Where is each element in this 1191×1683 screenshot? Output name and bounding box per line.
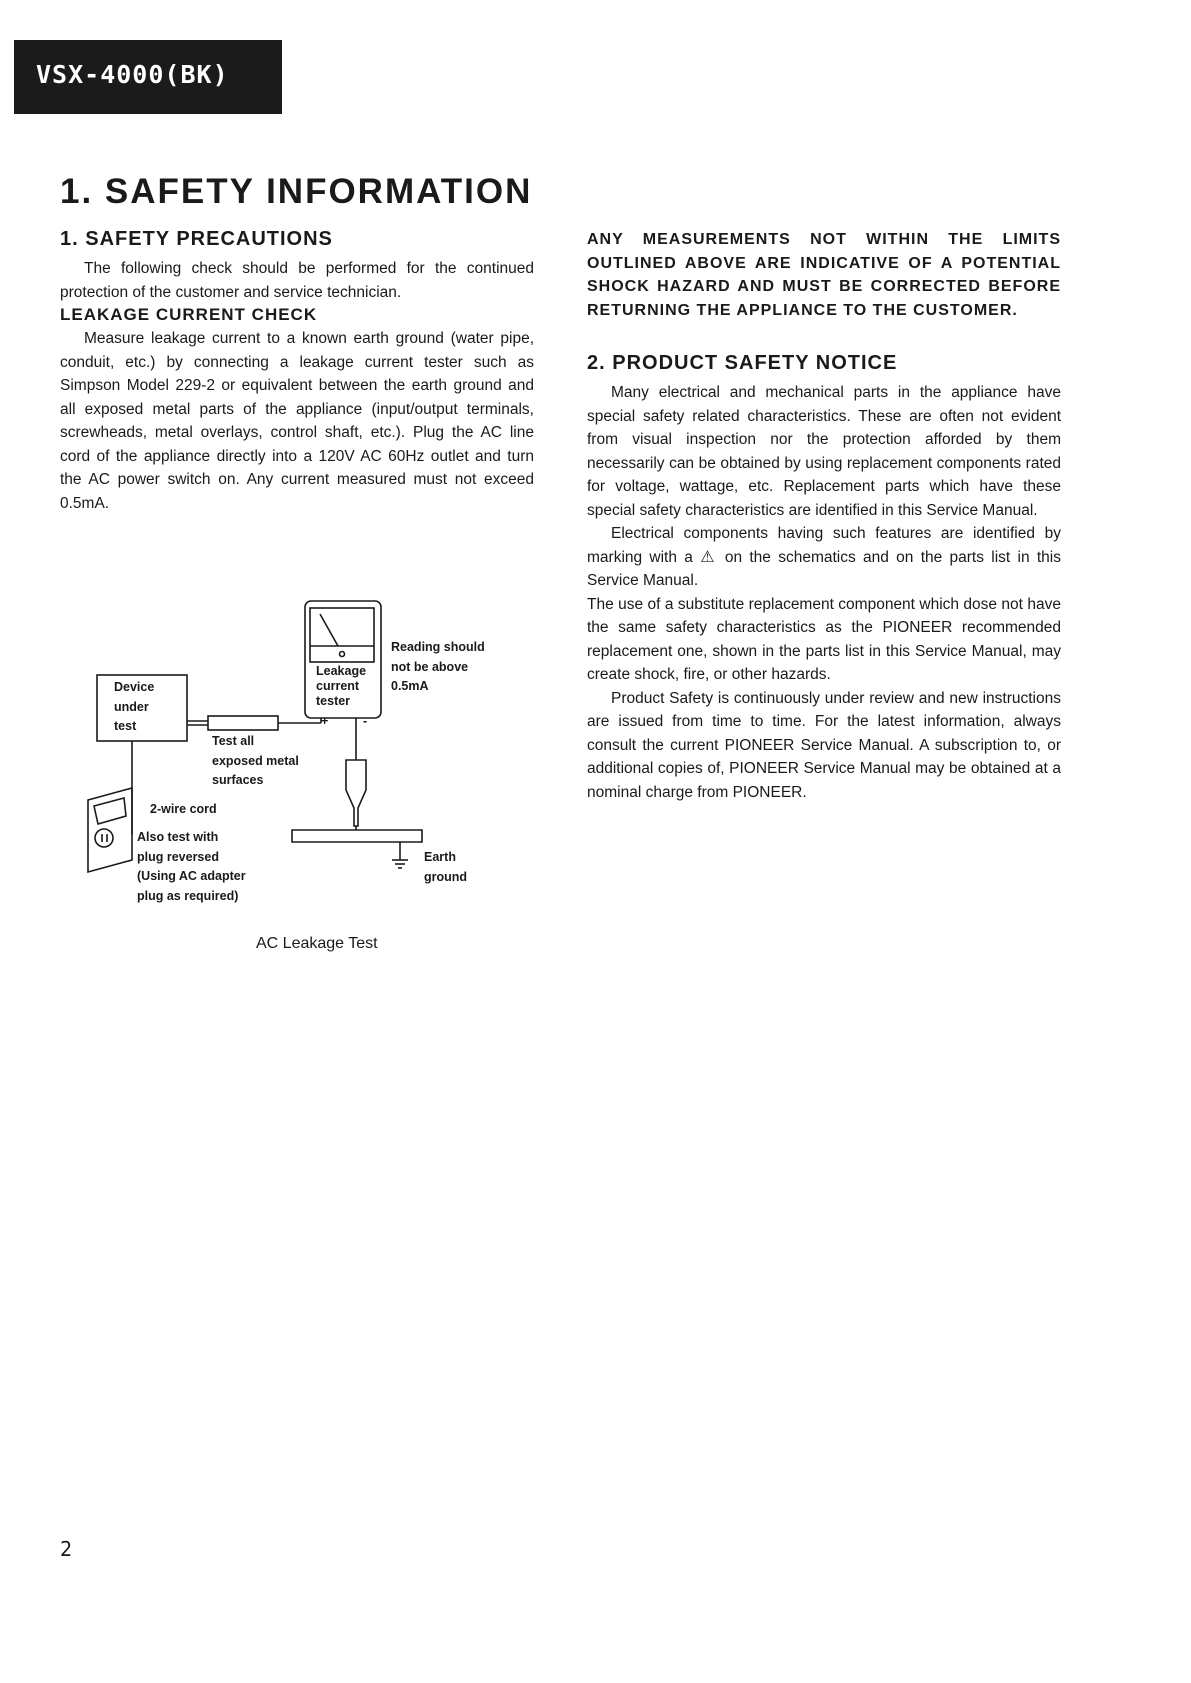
meter-needle bbox=[320, 614, 338, 646]
minus-sign: - bbox=[363, 714, 368, 728]
p2-before: Electrical components having such features are identified by marking with a bbox=[587, 525, 1061, 566]
product-notice-p3: The use of a substitute replacement component which dose not have the same safety characteristics as the PIONEER recommended replacement one, shown in the parts list in this Service Manual, may create shock, fire, or other hazards. bbox=[587, 595, 1061, 683]
product-notice-p4: Product Safety is continuously under review and new instructions are issued from time to time. For the latest information, always consult the current PIONEER Service Manual. A subscription to, or additional copies of, PIONEER Service Manual may be obtained at a nominal charge from PIONEER. bbox=[587, 689, 1061, 801]
leakage-text: Measure leakage current to a known earth ground (water pipe, conduit, etc.) by connecting a leakage current tester such as Simpson Model 229-2 or equivalent between the earth ground and all exposed metal parts of the appliance (input/output terminals, screwheads, metal overlays, control shaft, etc.). Plug the AC line cord of the appliance directly into a 120V AC 60Hz outlet and turn the AC power switch on. Any current measured must not exceed 0.5mA. bbox=[60, 330, 534, 512]
precautions-heading: 1. SAFETY PRECAUTIONS bbox=[60, 228, 333, 250]
page-title: 1. SAFETY INFORMATION bbox=[60, 172, 533, 211]
product-safety-section bbox=[587, 228, 1061, 804]
product-notice-p2 bbox=[587, 522, 1061, 593]
page-number: 2 bbox=[60, 1537, 73, 1561]
product-notice-p1: Many electrical and mechanical parts in the appliance have special safety related characteristics. These are often not evident from visual inspection nor the protection afforded by them necessarily can be obtained by using replacement components rated for voltage, wattage, etc. Replacement parts which have these special safety characteristics are identified in this Service Manual. bbox=[587, 384, 1061, 519]
leakage-heading: LEAKAGE CURRENT CHECK bbox=[60, 305, 318, 324]
earth-label-2: ground bbox=[424, 869, 468, 884]
earth-pipe bbox=[292, 830, 422, 842]
test-all-label-3: surfaces bbox=[212, 773, 264, 787]
product-notice-heading: 2. PRODUCT SAFETY NOTICE bbox=[587, 352, 898, 374]
test-all-label-2: exposed metal bbox=[212, 753, 299, 768]
wall-outlet bbox=[88, 788, 132, 872]
precautions-intro: The following check should be performed for the continued protection of the customer and service technician. bbox=[60, 260, 534, 301]
reverse-label-2: plug reversed bbox=[137, 849, 219, 864]
device-label-3: test bbox=[114, 719, 137, 733]
test-all-label-1: Test all bbox=[212, 734, 255, 748]
plus-sign: + bbox=[321, 714, 329, 728]
cord-label: 2-wire cord bbox=[150, 802, 217, 816]
p2-after: on the schematics and on the parts list in this Service Manual. bbox=[587, 548, 1061, 589]
reverse-label-1: Also test with bbox=[137, 830, 219, 844]
reading-label-3: 0.5mA bbox=[391, 679, 429, 693]
probe-body bbox=[208, 716, 278, 730]
meter-face bbox=[310, 608, 374, 662]
tester-label-3: tester bbox=[316, 694, 351, 708]
warning-triangle-icon: ⚠ bbox=[700, 548, 718, 566]
model-badge bbox=[14, 40, 282, 114]
device-label-1: Device bbox=[114, 680, 155, 694]
reading-label-1: Reading should bbox=[391, 640, 485, 654]
probe-clip bbox=[346, 760, 366, 826]
tester-label-2: current bbox=[316, 679, 360, 693]
reading-label-2: not be above bbox=[391, 659, 469, 674]
plug bbox=[94, 798, 126, 824]
reverse-label-3: (Using AC adapter bbox=[137, 869, 246, 883]
earth-label-1: Earth bbox=[424, 850, 456, 864]
tester-label-1: Leakage bbox=[316, 664, 367, 678]
diagram-caption: AC Leakage Test bbox=[256, 935, 378, 952]
reverse-label-4: plug as required) bbox=[137, 888, 239, 903]
warning-text: ANY MEASUREMENTS NOT WITHIN THE LIMITS OUTLINED ABOVE ARE INDICATIVE OF A POTENTIAL SHOCK HAZARD AND MUST BE CORRECTED BEFORE RETURNING THE APPLIANCE TO THE CUSTOMER. bbox=[587, 231, 1061, 319]
ac-leakage-diagram bbox=[80, 598, 540, 928]
device-label-2: under bbox=[114, 699, 149, 714]
model-number: VSX-4000(BK) bbox=[36, 60, 229, 89]
safety-precautions-section bbox=[60, 228, 534, 515]
